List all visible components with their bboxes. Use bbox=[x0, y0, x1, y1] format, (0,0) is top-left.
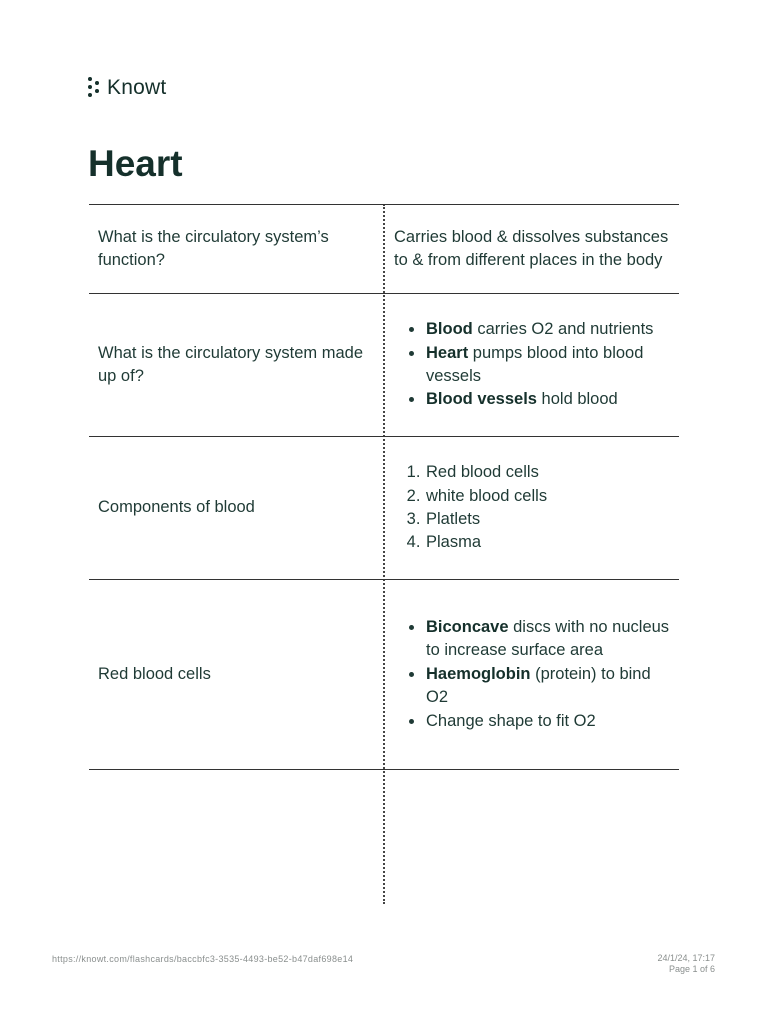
answer-item: 2. white blood cells bbox=[425, 485, 547, 508]
bullet-text: Change shape to fit O2 bbox=[426, 711, 596, 730]
flashcard-question bbox=[89, 205, 384, 293]
flashcard-answer bbox=[384, 437, 679, 579]
knowt-dots-logo-icon bbox=[88, 76, 100, 100]
question-text: What is the circulatory system made up of? bbox=[98, 343, 363, 385]
flashcard-question bbox=[89, 294, 384, 436]
flashcard-row-empty bbox=[89, 770, 679, 904]
answer-text: Carries blood & dissolves substances to & from different places in the body bbox=[394, 227, 669, 269]
bullet-text: carries O2 and nutrients bbox=[472, 320, 654, 339]
answer-bullet-list bbox=[384, 318, 671, 412]
flashcard-question bbox=[89, 437, 384, 579]
bullet-bold: Biconcave bbox=[426, 617, 509, 636]
flashcard-table bbox=[89, 204, 679, 904]
footer-meta bbox=[657, 953, 715, 975]
footer-timestamp: 24/1/24, 17:17 bbox=[657, 953, 715, 963]
answer-numbered-list bbox=[384, 461, 547, 555]
bullet-bold: Blood bbox=[426, 320, 473, 339]
bullet-text: pumps blood into blood vessels bbox=[426, 343, 644, 385]
answer-bullet bbox=[425, 710, 671, 733]
answer-bullet bbox=[425, 388, 671, 411]
flashcard-answer bbox=[384, 294, 679, 436]
question-text: Red blood cells bbox=[98, 664, 211, 683]
bullet-bold: Haemoglobin bbox=[426, 664, 531, 683]
answer-bullet-list bbox=[384, 616, 671, 733]
bullet-bold: Blood vessels bbox=[426, 390, 537, 409]
answer-bullet bbox=[425, 318, 671, 341]
answer-bullet bbox=[425, 342, 671, 389]
answer-bullet bbox=[425, 616, 671, 663]
flashcard-answer bbox=[384, 205, 679, 293]
flashcard-row bbox=[89, 205, 679, 294]
bullet-text: hold blood bbox=[536, 390, 618, 409]
question-text: What is the circulatory system’s function? bbox=[98, 227, 329, 269]
answer-item: 1. Red blood cells bbox=[425, 461, 547, 484]
page-title: Heart bbox=[88, 143, 183, 184]
answer-item: 3. Platlets bbox=[425, 508, 547, 531]
flashcard-row bbox=[89, 294, 679, 437]
footer-url: https://knowt.com/flashcards/baccbfc3-3535-4493-be52-b47daf698e14 bbox=[52, 954, 354, 964]
answer-item: 4. Plasma bbox=[425, 531, 547, 554]
brand-name: Knowt bbox=[107, 76, 167, 99]
answer-bullet bbox=[425, 663, 671, 710]
question-text: Components of blood bbox=[98, 498, 255, 517]
bullet-text: (protein) to bind O2 bbox=[426, 664, 651, 707]
bullet-text: discs with no nucleus to increase surface area bbox=[426, 617, 670, 660]
footer-page-number: Page 1 of 6 bbox=[668, 964, 715, 974]
brand-logo bbox=[88, 76, 166, 100]
flashcard-question bbox=[89, 770, 384, 904]
flashcard-question bbox=[89, 580, 384, 769]
flashcard-row bbox=[89, 437, 679, 580]
bullet-bold: Heart bbox=[426, 343, 469, 362]
flashcard-answer bbox=[384, 580, 679, 769]
flashcard-answer bbox=[384, 770, 679, 904]
flashcard-row bbox=[89, 580, 679, 770]
